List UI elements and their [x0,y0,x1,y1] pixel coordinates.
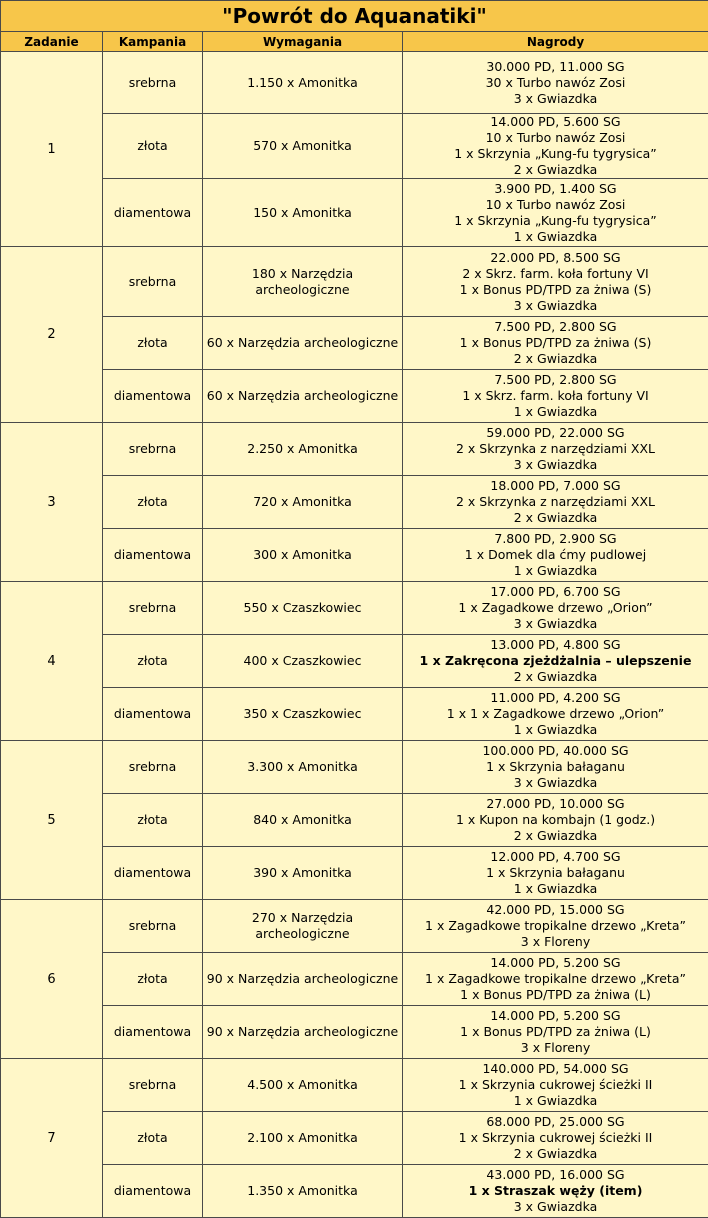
rewards-cell [403,1112,708,1165]
requirement-cell: 4.500 x Amonitka [203,1059,403,1112]
rewards-cell [403,688,708,741]
reward-line: 1 x Zagadkowe tropikalne drzewo „Kreta” [403,918,708,934]
reward-line: 1 x Gwiazdka [403,229,708,245]
reward-line: 1 x Gwiazdka [403,1093,708,1109]
campaign-cell: diamentowa [103,529,203,582]
quest-number: 6 [1,900,103,1059]
table-row [1,114,708,179]
reward-line: 1 x Straszak węży (item) [403,1183,708,1199]
reward-line: 7.500 PD, 2.800 SG [403,372,708,388]
reward-line: 1 x Skrzynia „Kung-fu tygrysica” [403,213,708,229]
reward-line: 10 x Turbo nawóz Zosi [403,197,708,213]
reward-line: 14.000 PD, 5.600 SG [403,114,708,130]
header-task: Zadanie [1,32,103,52]
campaign-cell: złota [103,794,203,847]
rewards-cell [403,317,708,370]
rewards-cell [403,582,708,635]
campaign-cell: srebrna [103,247,203,317]
table-row [1,688,708,741]
campaign-cell: diamentowa [103,847,203,900]
rewards-cell [403,114,708,179]
reward-line: 27.000 PD, 10.000 SG [403,796,708,812]
table-row [1,635,708,688]
reward-line: 14.000 PD, 5.200 SG [403,1008,708,1024]
reward-line: 1 x Bonus PD/TPD za żniwa (S) [403,335,708,351]
rewards-cell [403,1006,708,1059]
reward-line: 1 x Skrzynia bałaganu [403,865,708,881]
requirement-cell: 90 x Narzędzia archeologiczne [203,1006,403,1059]
campaign-cell: złota [103,953,203,1006]
reward-line: 18.000 PD, 7.000 SG [403,478,708,494]
campaign-cell: złota [103,476,203,529]
reward-line: 7.800 PD, 2.900 SG [403,531,708,547]
campaign-cell: srebrna [103,900,203,953]
header-campaign: Kampania [103,32,203,52]
reward-line: 100.000 PD, 40.000 SG [403,743,708,759]
requirement-cell: 3.300 x Amonitka [203,741,403,794]
reward-line: 1 x Domek dla ćmy pudlowej [403,547,708,563]
table-row [1,52,708,114]
quest-number: 3 [1,423,103,582]
requirement-cell: 300 x Amonitka [203,529,403,582]
table-row [1,847,708,900]
rewards-cell [403,847,708,900]
requirement-cell: 840 x Amonitka [203,794,403,847]
reward-line: 13.000 PD, 4.800 SG [403,637,708,653]
reward-line: 59.000 PD, 22.000 SG [403,425,708,441]
table-row [1,1059,708,1112]
reward-line: 1 x Zagadkowe tropikalne drzewo „Kreta” [403,971,708,987]
requirement-cell: 2.250 x Amonitka [203,423,403,476]
quest-number: 1 [1,52,103,247]
rewards-cell [403,370,708,423]
requirement-cell: 270 x Narzędzia archeologiczne [203,900,403,953]
reward-line: 3 x Gwiazdka [403,91,708,107]
table-row [1,741,708,794]
campaign-cell: srebrna [103,423,203,476]
campaign-cell: złota [103,114,203,179]
table-title: "Powrót do Aquanatiki" [1,1,708,32]
reward-line: 2 x Gwiazdka [403,1146,708,1162]
rewards-cell [403,953,708,1006]
campaign-cell: diamentowa [103,370,203,423]
rewards-cell [403,900,708,953]
reward-line: 1 x Skrzynia „Kung-fu tygrysica” [403,146,708,162]
reward-line: 1 x Zagadkowe drzewo „Orion” [403,600,708,616]
reward-line: 1 x Skrz. farm. koła fortuny VI [403,388,708,404]
rewards-cell [403,529,708,582]
header-rewards: Nagrody [403,32,708,52]
requirement-cell: 720 x Amonitka [203,476,403,529]
quest-number: 7 [1,1059,103,1218]
table-row [1,423,708,476]
campaign-cell: diamentowa [103,688,203,741]
table-row [1,370,708,423]
requirement-cell: 90 x Narzędzia archeologiczne [203,953,403,1006]
rewards-cell [403,1165,708,1218]
requirement-cell: 550 x Czaszkowiec [203,582,403,635]
reward-line: 3 x Gwiazdka [403,775,708,791]
table-row [1,582,708,635]
reward-line: 2 x Gwiazdka [403,669,708,685]
requirement-cell: 390 x Amonitka [203,847,403,900]
campaign-cell: złota [103,1112,203,1165]
table-row [1,900,708,953]
reward-line: 1 x Gwiazdka [403,881,708,897]
reward-line: 2 x Skrz. farm. koła fortuny VI [403,266,708,282]
reward-line: 3 x Gwiazdka [403,298,708,314]
campaign-cell: srebrna [103,741,203,794]
reward-line: 68.000 PD, 25.000 SG [403,1114,708,1130]
quest-number: 2 [1,247,103,423]
table-row [1,529,708,582]
requirement-cell: 180 x Narzędzia archeologiczne [203,247,403,317]
reward-line: 22.000 PD, 8.500 SG [403,250,708,266]
campaign-cell: diamentowa [103,1006,203,1059]
reward-line: 3 x Floreny [403,934,708,950]
reward-line: 1 x Gwiazdka [403,404,708,420]
requirement-cell: 150 x Amonitka [203,179,403,247]
header-requirements: Wymagania [203,32,403,52]
campaign-cell: złota [103,635,203,688]
reward-line: 1 x Bonus PD/TPD za żniwa (L) [403,987,708,1003]
reward-line: 1 x 1 x Zagadkowe drzewo „Orion” [403,706,708,722]
requirement-cell: 60 x Narzędzia archeologiczne [203,317,403,370]
reward-line: 3 x Floreny [403,1040,708,1056]
reward-line: 1 x Gwiazdka [403,722,708,738]
quest-table-body [1,52,708,1218]
requirement-cell: 400 x Czaszkowiec [203,635,403,688]
quest-number: 5 [1,741,103,900]
reward-line: 14.000 PD, 5.200 SG [403,955,708,971]
reward-line: 10 x Turbo nawóz Zosi [403,130,708,146]
table-row [1,179,708,247]
reward-line: 3.900 PD, 1.400 SG [403,181,708,197]
reward-line: 1 x Bonus PD/TPD za żniwa (L) [403,1024,708,1040]
reward-line: 12.000 PD, 4.700 SG [403,849,708,865]
requirement-cell: 350 x Czaszkowiec [203,688,403,741]
campaign-cell: diamentowa [103,1165,203,1218]
reward-line: 140.000 PD, 54.000 SG [403,1061,708,1077]
reward-line: 2 x Gwiazdka [403,510,708,526]
rewards-cell [403,1059,708,1112]
reward-line: 1 x Skrzynia bałaganu [403,759,708,775]
reward-line: 7.500 PD, 2.800 SG [403,319,708,335]
campaign-cell: srebrna [103,1059,203,1112]
reward-line: 3 x Gwiazdka [403,457,708,473]
campaign-cell: srebrna [103,52,203,114]
reward-line: 43.000 PD, 16.000 SG [403,1167,708,1183]
campaign-cell: złota [103,317,203,370]
table-row [1,1006,708,1059]
campaign-cell: diamentowa [103,179,203,247]
requirement-cell: 1.350 x Amonitka [203,1165,403,1218]
rewards-cell [403,52,708,114]
reward-line: 42.000 PD, 15.000 SG [403,902,708,918]
table-row [1,953,708,1006]
requirement-cell: 60 x Narzędzia archeologiczne [203,370,403,423]
rewards-cell [403,476,708,529]
requirement-cell: 2.100 x Amonitka [203,1112,403,1165]
reward-line: 2 x Gwiazdka [403,351,708,367]
table-row [1,476,708,529]
reward-line: 30 x Turbo nawóz Zosi [403,75,708,91]
campaign-cell: srebrna [103,582,203,635]
reward-line: 2 x Skrzynka z narzędziami XXL [403,441,708,457]
reward-line: 1 x Skrzynia cukrowej ścieżki II [403,1077,708,1093]
rewards-cell [403,794,708,847]
reward-line: 17.000 PD, 6.700 SG [403,584,708,600]
reward-line: 30.000 PD, 11.000 SG [403,59,708,75]
reward-line: 1 x Bonus PD/TPD za żniwa (S) [403,282,708,298]
table-row [1,1165,708,1218]
reward-line: 1 x Zakręcona zjeżdżalnia – ulepszenie [403,653,708,669]
rewards-cell [403,423,708,476]
reward-line: 2 x Skrzynka z narzędziami XXL [403,494,708,510]
table-row [1,794,708,847]
rewards-cell [403,179,708,247]
requirement-cell: 570 x Amonitka [203,114,403,179]
requirement-cell: 1.150 x Amonitka [203,52,403,114]
reward-line: 1 x Skrzynia cukrowej ścieżki II [403,1130,708,1146]
rewards-cell [403,247,708,317]
rewards-cell [403,741,708,794]
reward-line: 3 x Gwiazdka [403,616,708,632]
rewards-cell [403,635,708,688]
quest-number: 4 [1,582,103,741]
reward-line: 3 x Gwiazdka [403,1199,708,1215]
reward-line: 2 x Gwiazdka [403,828,708,844]
table-row [1,317,708,370]
reward-line: 1 x Gwiazdka [403,563,708,579]
table-row [1,1112,708,1165]
reward-line: 1 x Kupon na kombajn (1 godz.) [403,812,708,828]
table-row [1,247,708,317]
reward-line: 2 x Gwiazdka [403,162,708,178]
reward-line: 11.000 PD, 4.200 SG [403,690,708,706]
